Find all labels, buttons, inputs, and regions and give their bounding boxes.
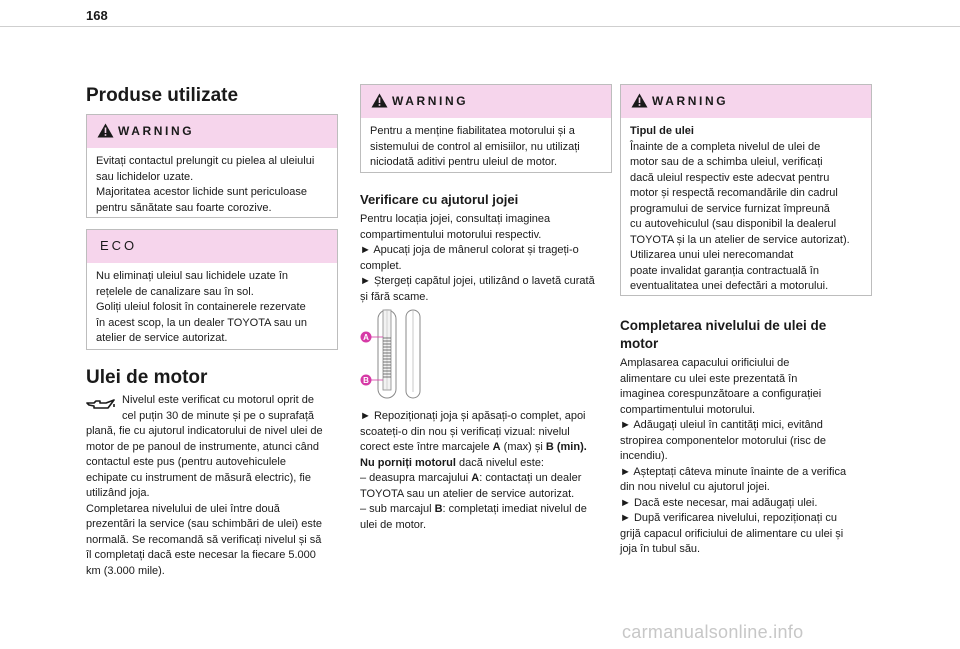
text-line: Amplasarea capacului orificiului de [620,357,790,369]
text-line: sau lichidelor uzate. [96,170,194,183]
eco-box [86,229,338,350]
eco-text [96,269,332,347]
text-line: și fără scame. [360,290,429,303]
section-title-dipstick: Verificare cu ajutorul jojei [360,192,519,207]
title-line: motor [620,336,659,351]
mark-b-ref: B [434,503,443,515]
text-line: eventualitatea unei defectări a motorului. [630,280,829,292]
text-line: Pentru locația jojei, consultați imaginea [360,213,551,225]
text-line: Goliți uleiul folosit în containerele rezervate [96,301,306,313]
warning-label: WARNING [392,94,469,108]
oil-type-heading: Tipul de ulei [630,125,694,137]
warning-text [96,154,332,216]
oil-intro-indented [122,393,344,424]
warning-header [361,85,611,118]
text-line: cu autovehiculul (sau disponibil la dealerul [630,218,837,230]
text-run: dacă nivelul este: [455,456,544,469]
text-line: din nou nivelul cu ajutorul jojei. [620,481,770,493]
warning-text [370,124,606,171]
mark-a-label: A [363,333,369,342]
text-line: ► Dacă este necesar, mai adăugați ulei. [620,496,818,509]
text-line: scoateți-o din nou și verificați vizual: nivelul [360,425,570,438]
text-line: incendiu). [620,450,668,462]
eco-label: ECO [100,238,138,253]
text-run: (max) și [500,441,546,453]
text-line [360,440,616,456]
text-line: poate invalidat garanția contractuală în [630,264,819,277]
text-line: ► Adăugați uleiul în cantități mici, evitând [620,419,823,431]
text-line: stropirea componentelor motorului (risc de [620,434,827,447]
text-line: compartimentului motorului respectiv. [360,228,542,241]
section-title-engine-oil: Ulei de motor [86,367,208,388]
warning-header [621,85,871,118]
text-line: ► După verificarea nivelului, repoziționați cu [620,512,837,524]
text-line: echipate cu instrument de măsură electric), fie [86,471,311,484]
text-line: motor de pe panoul de instrumente, atunci când [86,440,319,453]
text-line: prezentări la service (sau schimbări de ulei) este [86,518,322,530]
text-line: ulei de motor. [360,518,427,531]
text-line: normală. Se recomandă să verificați nivelul și să [86,533,322,546]
text-line: complet. [360,259,402,272]
text-line [360,471,616,487]
warning-triangle-icon [631,93,648,108]
mark-b-label: B [363,376,369,385]
text-line: contactul este pus (pentru autovehiculele [86,456,286,468]
section-title-products: Produse utilizate [86,85,239,106]
text-line: sistemului de control al emisiilor, nu utilizați [370,140,580,153]
text-line: ► Ștergeți capătul jojei, utilizând o lavetă curată [360,275,595,287]
oil-can-icon [86,398,116,412]
dipstick-check-text [360,409,616,533]
text-line: în acest scop, la un dealer TOYOTA sau un [96,316,307,329]
dipstick-illustration [360,308,440,400]
text-line: grijă capacul orificiului de alimentare cu ulei și [620,527,844,540]
text-line: compartimentului motorului. [620,403,756,416]
text-line: Nu eliminați uleiul sau lichidele uzate în [96,270,288,282]
text-line: programului de service furnizat împreună [630,202,830,215]
watermark-text: carmanualsonline.info [622,622,804,642]
warning-label: WARNING [118,124,195,138]
title-line: Completarea nivelului de ulei de [620,318,827,333]
text-line: plană, fie cu ajutorul indicatorului de nivel ulei de [86,425,323,437]
warning-triangle-icon [97,123,114,138]
mark-b-ref: B (min). [545,441,587,453]
oil-fill-text [620,356,878,558]
text-run: : completați imediat nivelul de [442,503,587,515]
section-title-oil-fill [620,317,826,353]
oil-body-text [86,424,344,579]
text-run: : contactați un dealer [479,472,582,484]
mark-a-ref: A [471,472,480,484]
text-run: corect este între marcajele [360,441,493,453]
text-line: Majoritatea acestor lichide sunt periculoase [96,186,307,198]
do-not-start-text: Nu porniți motorul [360,456,456,469]
text-line: niciodată aditivi pentru uleiul de motor. [370,156,558,168]
warning-header [87,115,337,148]
mark-a-ref: A [492,441,501,453]
text-line: Pentru a menține fiabilitatea motorului și a [370,125,575,137]
text-line: îl completați dacă este necesar la fiecare 5.000 [86,549,316,561]
warning-label: WARNING [652,94,729,108]
text-line: rețelele de canalizare sau în sol. [96,285,254,298]
text-line: alimentare cu ulei este prezentată în [620,372,798,385]
warning-box-products [86,114,338,218]
text-line: Înainte de a completa nivelul de ulei de [630,140,821,153]
text-line: cel puțin 30 de minute și pe o suprafață [122,409,315,422]
text-line: motor sau de a schimba uleiul, verificați [630,156,823,168]
text-line: atelier de service autorizat. [96,332,228,344]
warning-text [630,124,866,295]
header-divider [0,26,960,27]
warning-box-oil-type [620,84,872,296]
page-number: 168 [86,8,108,23]
dipstick-text [360,212,616,305]
text-line: Nivelul este verificat cu motorul oprit de [122,394,314,406]
text-line: pentru sănătate sau foarte corozive. [96,201,272,214]
text-line: Utilizarea unui ulei nerecomandat [630,249,794,261]
warning-triangle-icon [371,93,388,108]
eco-header [87,230,337,263]
text-run: – sub marcajul [360,503,435,515]
text-run: – deasupra marcajului [360,472,472,484]
text-line: dacă uleiul respectiv este adecvat pentru [630,171,830,184]
text-line [360,502,616,518]
text-line: TOYOTA sau un atelier de service autorizat. [360,487,575,500]
text-line: ► Apucați joja de mânerul colorat și trageți-o [360,244,579,256]
text-line: Evitați contactul prelungit cu pielea al uleiului [96,155,315,167]
text-line: motor și respectă recomandările din cadrul [630,187,838,199]
text-line: imaginea corespunzătoare a configurației [620,388,822,400]
warning-box-additives [360,84,612,173]
text-line [360,456,616,472]
text-line: ► Repoziționați joja și apăsați-o complet, apoi [360,410,586,422]
text-line: ► Așteptați câteva minute înainte de a verifica [620,465,847,478]
text-line: Completarea nivelului de ulei între două [86,502,280,515]
text-line: joja în tubul său. [620,543,701,555]
text-line: km (3.000 mile). [86,564,165,577]
text-line: TOYOTA și la un atelier de service autorizat). [630,233,850,246]
text-line: utilizând joja. [86,487,150,499]
